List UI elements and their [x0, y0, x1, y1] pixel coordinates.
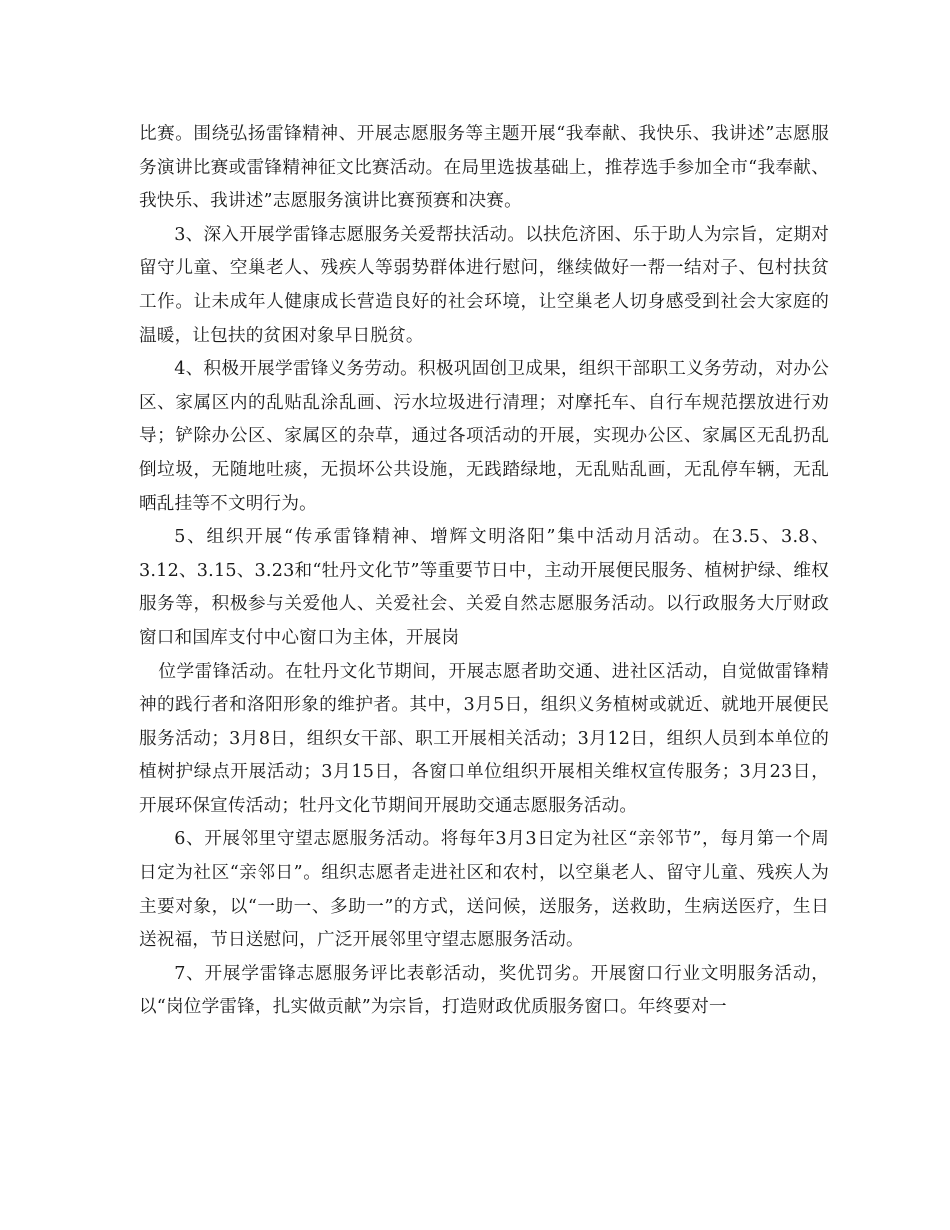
- paragraph-2: 3、深入开展学雷锋志愿服务关爱帮扶活动。以扶危济困、乐于助人为宗旨，定期对留守儿童、空巢老人、残疾人等弱势群体进行慰问，继续做好一帮一结对子、包村扶贫工作。让未成年人健康成长营造良好的社会环境，让空巢老人切身感受到社会大家庭的温暖，让包扶的贫困对象早日脱贫。: [139, 224, 829, 346]
- document-body: [139, 118, 829, 1025]
- paragraph-4: 5、组织开展“传承雷锋精神、增辉文明洛阳”集中活动月活动。在3.5、3.8、3.12、3.15、3.23和“牡丹文化节”等重要节日中，主动开展便民服务、植树护绿、维权服务等，积极参与关爱他人、关爱社会、关爱自然志愿服务活动。以行政服务大厅财政窗口和国库支付中心窗口为主体，开展岗: [139, 527, 829, 648]
- paragraph-1: 比赛。围绕弘扬雷锋精神、开展志愿服务等主题开展“我奉献、我快乐、我讲述”志愿服务演讲比赛或雷锋精神征文比赛活动。在局里选拔基础上，推荐选手参加全市“我奉献、我快乐、我讲述”志愿服务演讲比赛预赛和决赛。: [139, 124, 829, 212]
- paragraph-3: 4、积极开展学雷锋义务劳动。积极巩固创卫成果，组织干部职工义务劳动，对办公区、家属区内的乱贴乱涂乱画、污水垃圾进行清理；对摩托车、自行车规范摆放进行劝导；铲除办公区、家属区的杂草，通过各项活动的开展，实现办公区、家属区无乱扔乱倒垃圾，无随地吐痰，无损坏公共设施，无践踏绿地，无乱贴乱画，无乱停车辆，无乱晒乱挂等不文明行为。: [139, 359, 829, 514]
- paragraph-5: 位学雷锋活动。在牡丹文化节期间，开展志愿者助交通、进社区活动，自觉做雷锋精神的践行者和洛阳形象的维护者。其中，3月5日，组织义务植树或就近、就地开展便民服务活动；3月8日，组织女干部、职工开展相关活动；3月12日，组织人员到本单位的植树护绿点开展活动；3月15日，各窗口单位组织开展相关维权宣传服务；3月23日，开展环保宣传活动；牡丹文化节期间开展助交通志愿服务活动。: [139, 661, 829, 816]
- paragraph-7: 7、开展学雷锋志愿服务评比表彰活动，奖优罚劣。开展窗口行业文明服务活动，以“岗位学雷锋，扎实做贡献”为宗旨，打造财政优质服务窗口。年终要对一: [139, 963, 829, 1018]
- paragraph-6: 6、开展邻里守望志愿服务活动。将每年3月3日定为社区“亲邻节”，每月第一个周日定为社区“亲邻日”。组织志愿者走进社区和农村，以空巢老人、留守儿童、残疾人为主要对象，以“一助一、多助一”的方式，送问候，送服务，送救助，生病送医疗，生日送祝福，节日送慰问，广泛开展邻里守望志愿服务活动。: [139, 829, 829, 951]
